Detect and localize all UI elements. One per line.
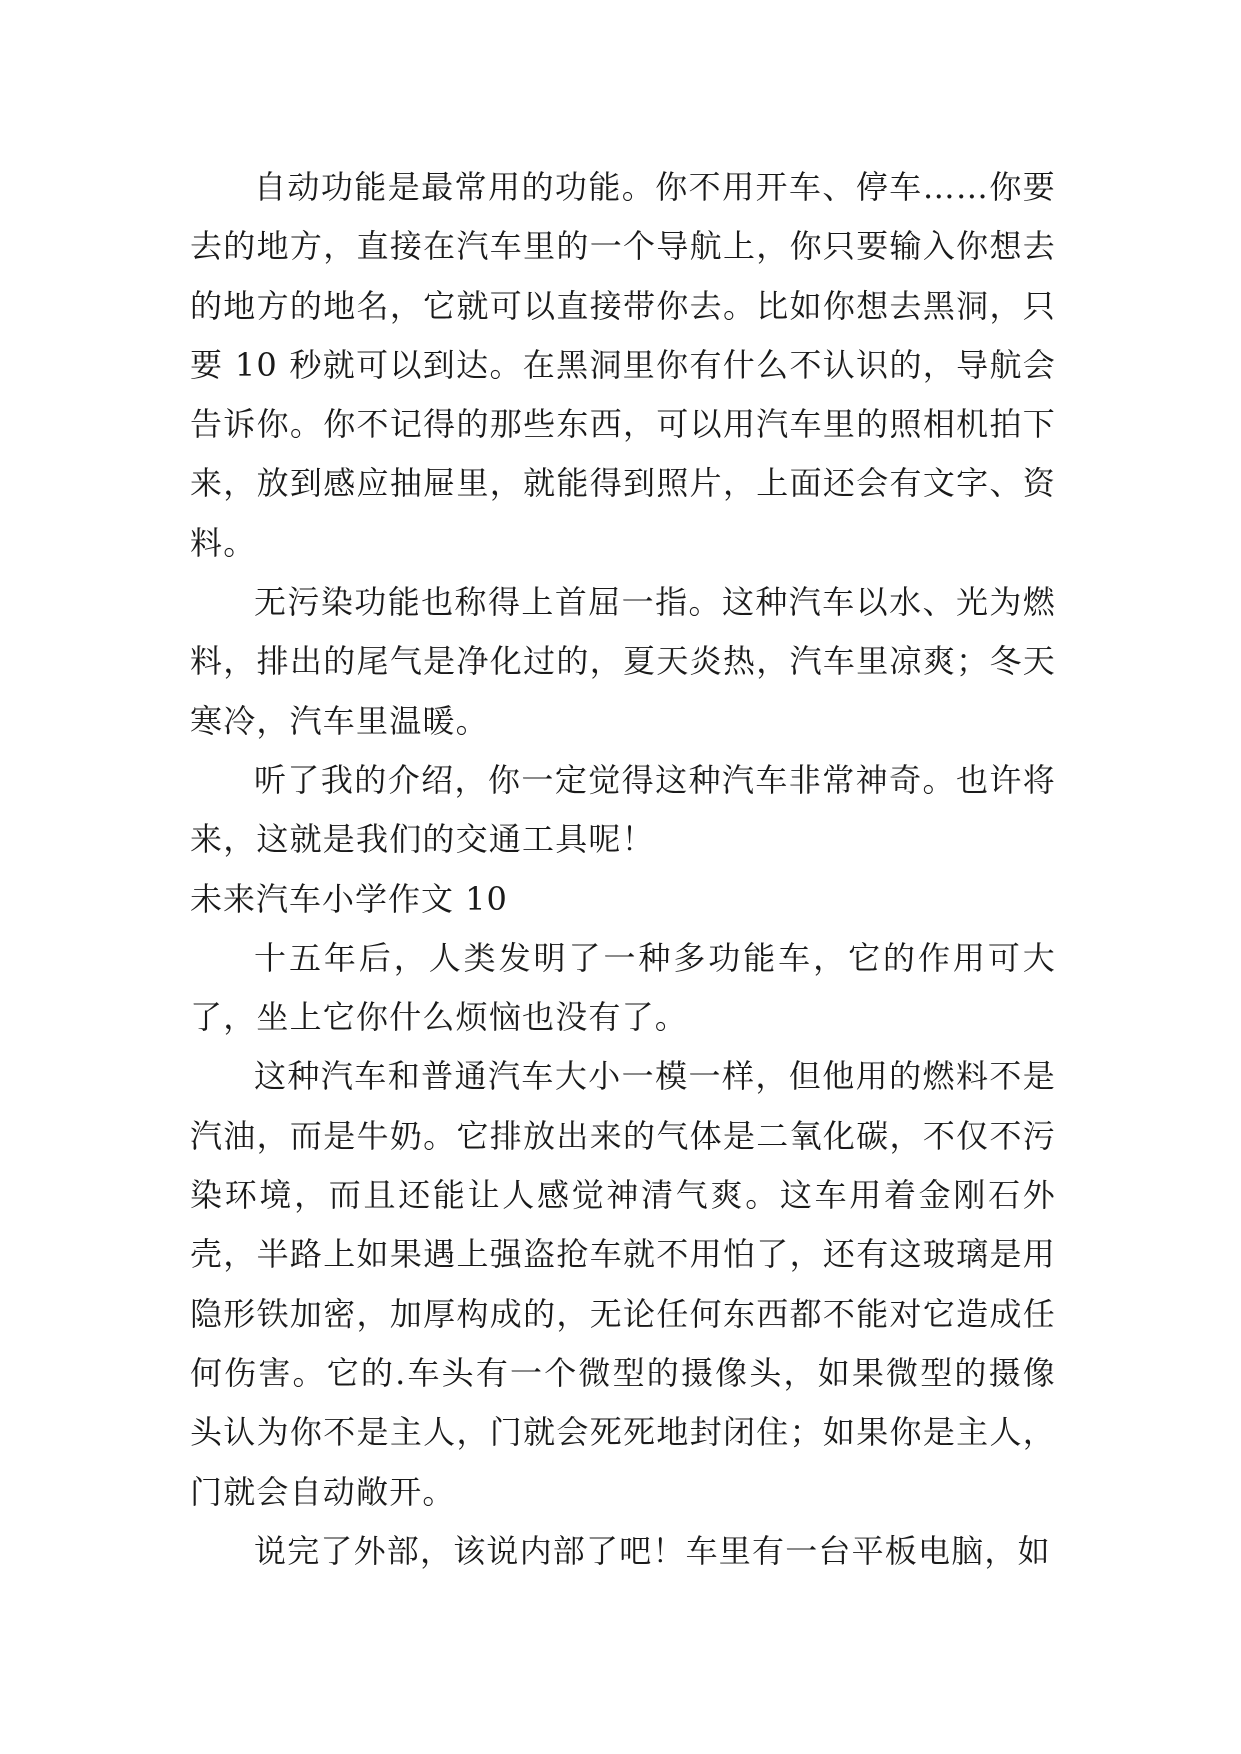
paragraph-auto-function: 自动功能是最常用的功能。你不用开车、停车……你要去的地方，直接在汽车里的一个导航上，你只要输入你想去的地方的地名，它就可以直接带你去。比如你想去黑洞，只要 10 秒就可以到达。在黑洞里你有什么不认识的，导航会告诉你。你不记得的那些东西，可以用汽车里的照相机拍下来，放到感应抽屉里，就能得到照片，上面还会有文字、资料。: [190, 168, 1056, 562]
paragraph-exterior: 这种汽车和普通汽车大小一模一样，但他用的燃料不是汽油，而是牛奶。它排放出来的气体是二氧化碳，不仅不污染环境，而且还能让人感觉神清气爽。这车用着金刚石外壳，半路上如果遇上强盗抢车就不用怕了，还有这玻璃是用隐形铁加密，加厚构成的，无论任何东西都不能对它造成任何伤害。它的.车头有一个微型的摄像头，如果微型的摄像头认为你不是主人，门就会死死地封闭住；如果你是主人，门就会自动敞开。: [190, 1057, 1056, 1511]
paragraph-conclusion: 听了我的介绍，你一定觉得这种汽车非常神奇。也许将来，这就是我们的交通工具呢！: [190, 760, 1056, 859]
paragraph-fifteen-years: 十五年后，人类发明了一种多功能车，它的作用可大了，坐上它你什么烦恼也没有了。: [190, 938, 1056, 1037]
section-title: 未来汽车小学作文 10: [190, 879, 508, 918]
paragraph-no-pollution: 无污染功能也称得上首屈一指。这种汽车以水、光为燃料，排出的尾气是净化过的，夏天炎热，汽车里凉爽；冬天寒冷，汽车里温暖。: [190, 583, 1056, 740]
paragraph-interior: 说完了外部，该说内部了吧！车里有一台平板电脑，如: [254, 1531, 1051, 1570]
document-body: [190, 158, 1056, 1581]
